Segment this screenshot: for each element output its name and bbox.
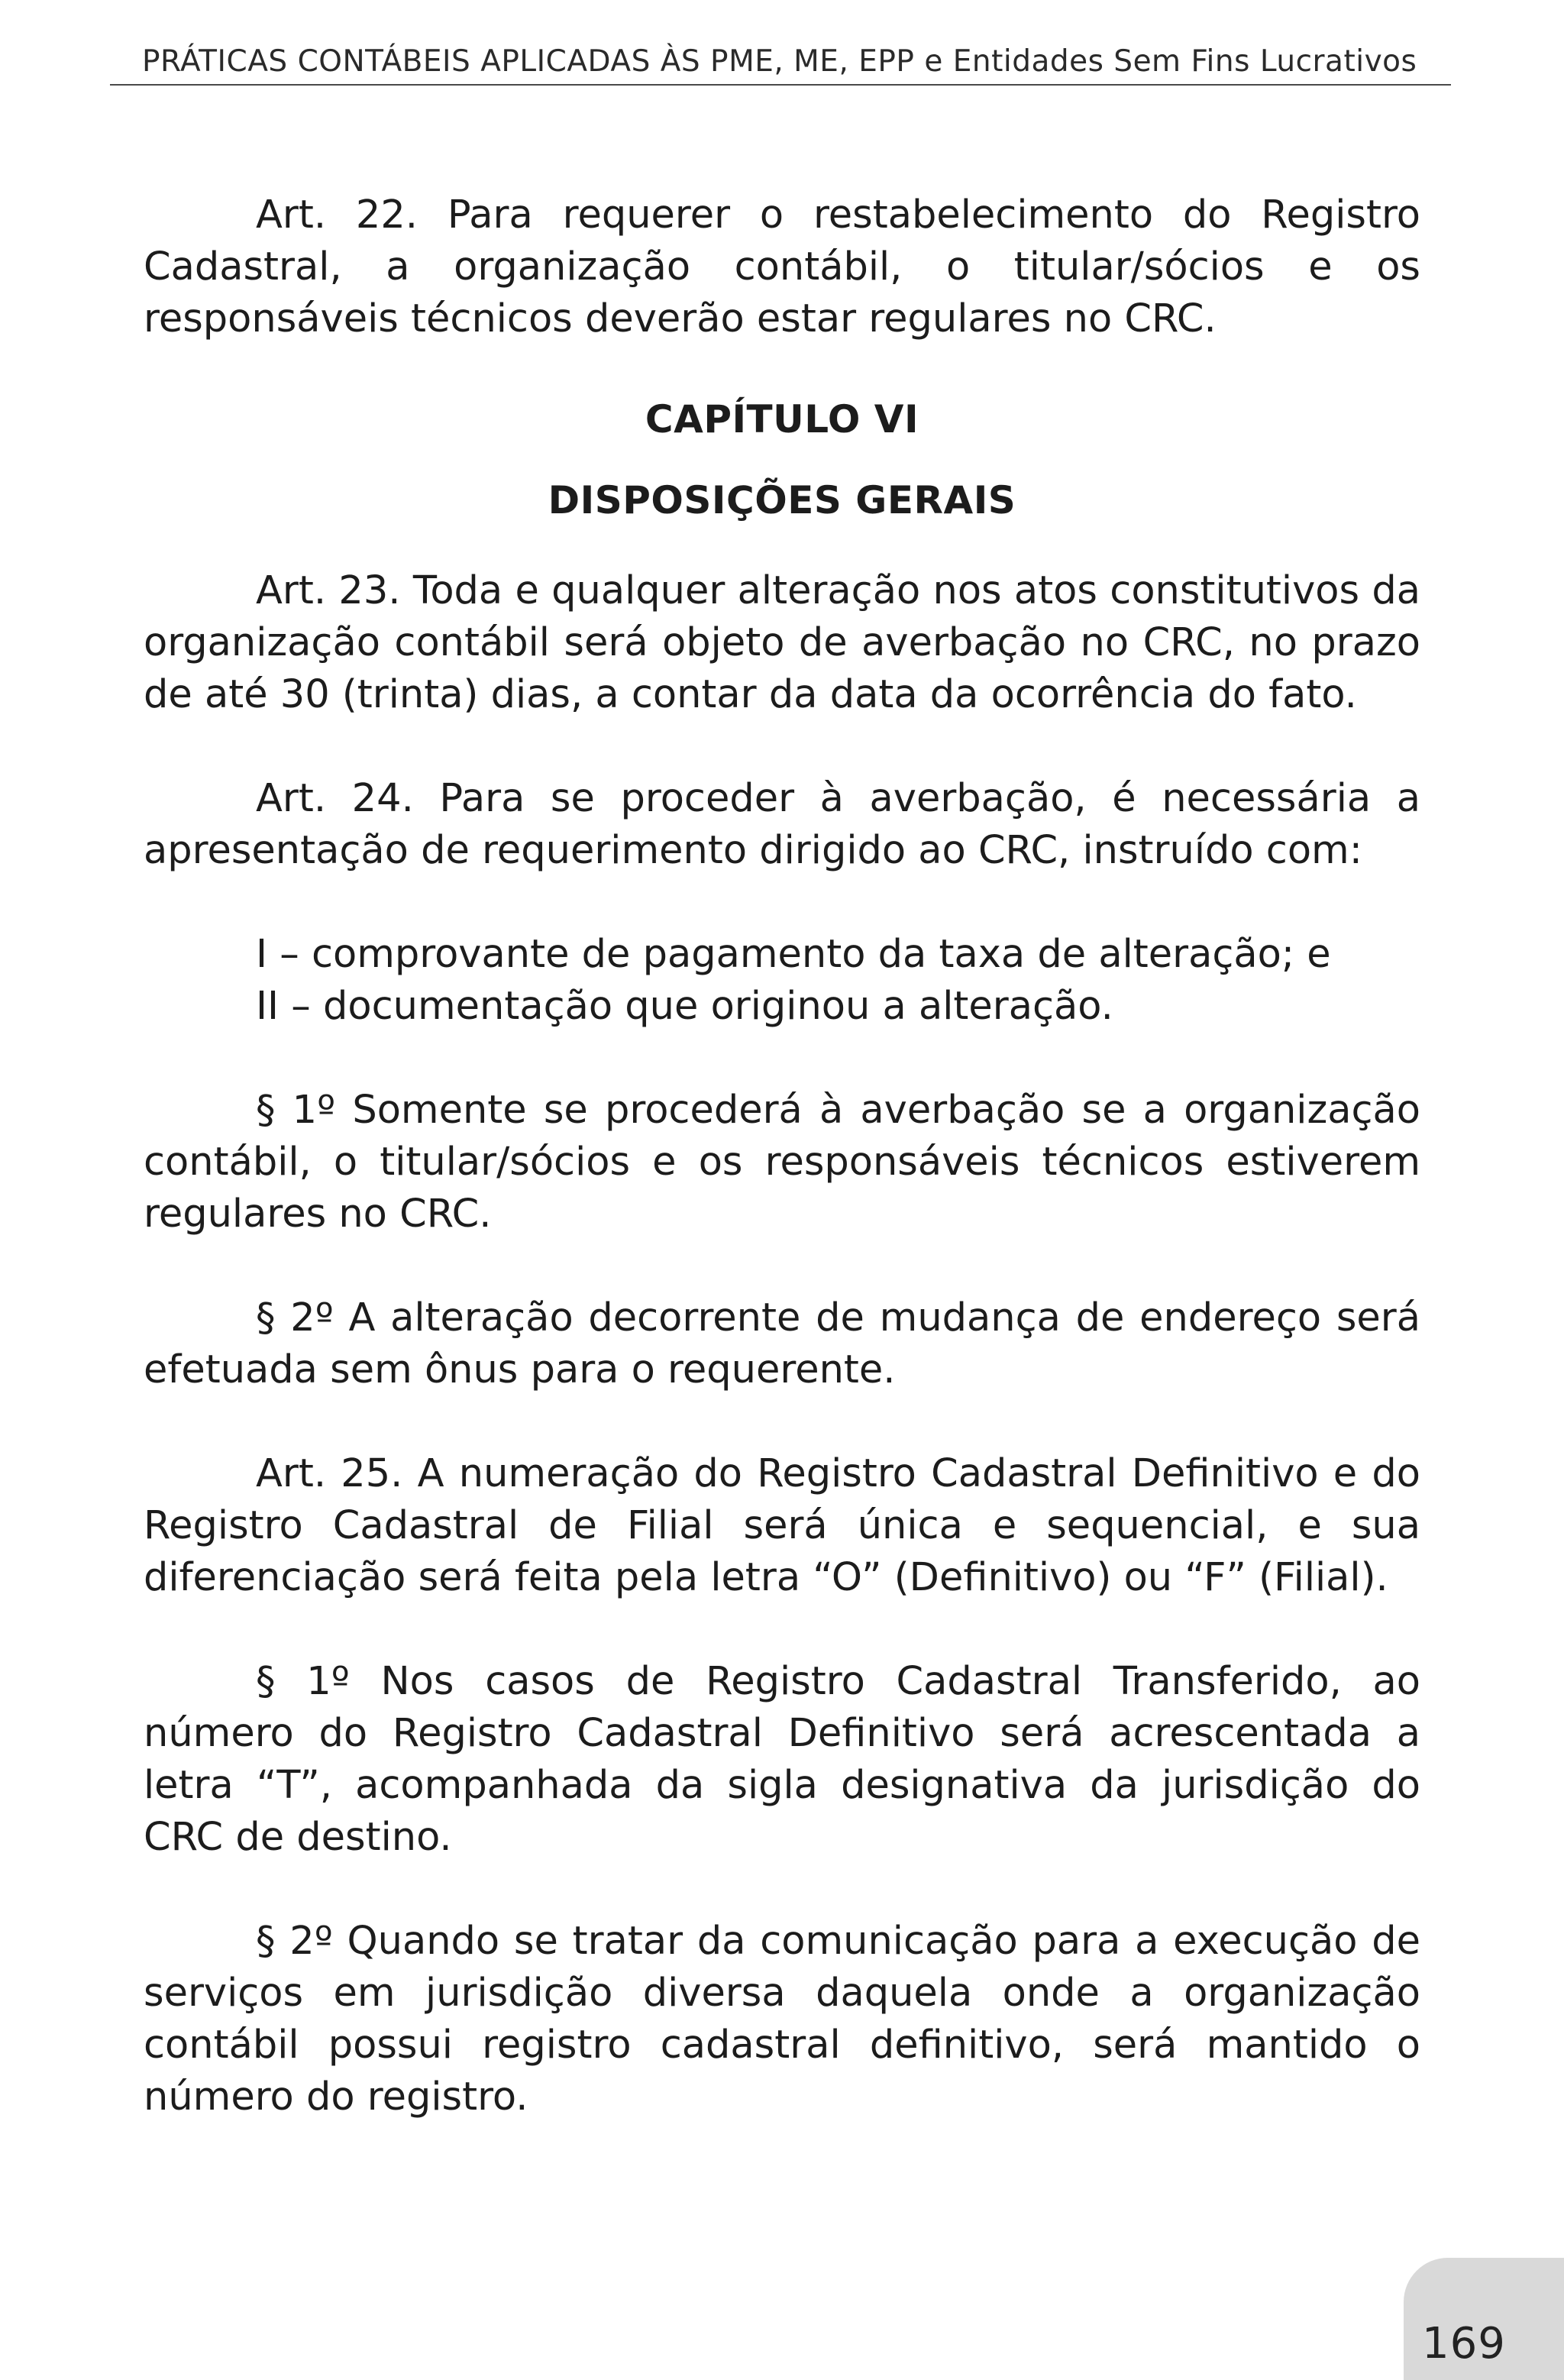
article-22: Art. 22. Para requerer o restabelecimento do Registro Cadastral, a organização contábil, o titular/sócios e os responsáveis técnicos deverão estar regulares no CRC.	[144, 192, 1420, 341]
article-23: Art. 23. Toda e qualquer alteração nos atos constitutivos da organização contábil será objeto de averbação no CRC, no prazo de até 30 (trinta) dias, a contar da data da ocorrência do fato.	[144, 568, 1420, 717]
article-24: Art. 24. Para se proceder à averbação, é necessária a apresentação de requerimento dirigido ao CRC, instruído com:	[144, 776, 1420, 873]
page-body	[144, 189, 1420, 2123]
article-25-paragraph-1: § 1º Nos casos de Registro Cadastral Transferido, ao número do Registro Cadastral Definitivo será acrescentada a letra “T”, acompanhada da sigla designativa da jurisdição do CRC de destino.	[144, 1659, 1420, 1860]
article-25: Art. 25. A numeração do Registro Cadastral Definitivo e do Registro Cadastral de Filial será única e sequencial, e sua diferenciação será feita pela letra “O” (Definitivo) ou “F” (Filial).	[144, 1451, 1420, 1600]
running-header: PRÁTICAS CONTÁBEIS APLICADAS ÀS PME, ME, EPP e Entidades Sem Fins Lucrativos	[142, 44, 1417, 79]
article-24-paragraph-2: § 2º A alteração decorrente de mudança de endereço será efetuada sem ônus para o requerente.	[144, 1295, 1420, 1392]
article-25-paragraph-2: § 2º Quando se tratar da comunicação para a execução de serviços em jurisdição diversa daquela onde a organização contábil possui registro cadastral definitivo, será mantido o número do registro.	[144, 1919, 1420, 2120]
chapter-title: CAPÍTULO VI	[645, 397, 919, 441]
chapter-subtitle: DISPOSIÇÕES GERAIS	[548, 478, 1016, 522]
header-divider	[110, 84, 1451, 86]
article-24-item-2: II – documentação que originou a alteração.	[256, 984, 1113, 1029]
page-number: 169	[1422, 2319, 1506, 2369]
article-24-paragraph-1: § 1º Somente se procederá à averbação se a organização contábil, o titular/sócios e os responsáveis técnicos estiverem regulares no CRC.	[144, 1088, 1420, 1237]
article-24-item-1: I – comprovante de pagamento da taxa de alteração; e	[256, 932, 1331, 977]
